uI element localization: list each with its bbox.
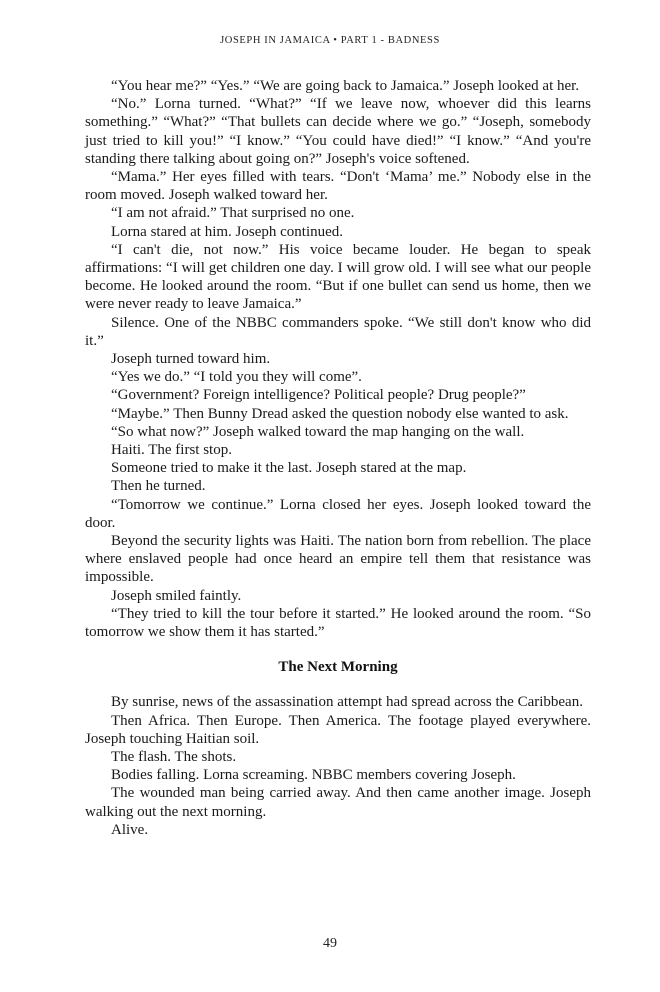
paragraph: By sunrise, news of the assassination attempt had spread across the Caribbean. <box>111 694 583 711</box>
paragraph: Silence. One of the NBBC commanders spoke. “We still don't know who did it.” <box>85 314 591 349</box>
paragraph: “Yes we do.” “I told you they will come”. <box>111 369 362 386</box>
body-text <box>85 77 591 839</box>
paragraph: Lorna stared at him. Joseph continued. <box>111 223 344 240</box>
paragraph: Then Africa. Then Europe. Then America. The footage played everywhere. Joseph touching Haitian soil. <box>85 712 591 747</box>
paragraph: Haiti. The first stop. <box>111 442 232 459</box>
section-two <box>85 693 591 839</box>
paragraph: “So what now?” Joseph walked toward the map hanging on the wall. <box>111 423 525 440</box>
paragraph: Joseph smiled faintly. <box>111 587 242 604</box>
section-heading: The Next Morning <box>278 659 398 676</box>
paragraph: Bodies falling. Lorna screaming. NBBC members covering Joseph. <box>111 767 516 784</box>
paragraph: “Government? Foreign intelligence? Political people? Drug people?” <box>111 387 526 404</box>
paragraph: Someone tried to make it the last. Joseph stared at the map. <box>111 460 467 477</box>
paragraph: “You hear me?” “Yes.” “We are going back to Jamaica.” Joseph looked at her. <box>111 78 580 94</box>
paragraph: “I am not afraid.” That surprised no one. <box>111 205 355 222</box>
paragraph: “Maybe.” Then Bunny Dread asked the question nobody else wanted to ask. <box>111 405 569 422</box>
paragraph: “Mama.” Her eyes filled with tears. “Don't ‘Mama’ me.” Nobody else in the room moved. Joseph walked toward her. <box>85 169 591 204</box>
running-head: JOSEPH IN JAMAICA • PART 1 - BADNESS <box>220 35 440 46</box>
paragraph: “They tried to kill the tour before it started.” He looked around the room. “So tomorrow we show them it has started.” <box>85 605 591 641</box>
paragraph: “I can't die, not now.” His voice became louder. He began to speak affirmations: “I will get children one day. I will grow old. I will see what our people become. He looked around the room. “But if one bullet can send us home, then we were never ready to leave Jamaica.” <box>85 241 591 313</box>
paragraph: “Tomorrow we continue.” Lorna closed her eyes. Joseph looked toward the door. <box>85 496 591 531</box>
paragraph: The flash. The shots. <box>111 748 237 765</box>
paragraph: Beyond the security lights was Haiti. The nation born from rebellion. The place where enslaved people had once heard an empire tell them that resistance was impossible. <box>85 533 591 586</box>
paragraph: Then he turned. <box>111 478 206 495</box>
section-one <box>85 77 591 641</box>
paragraph: “No.” Lorna turned. “What?” “If we leave now, whoever did this learns something.” “What?” “That bullets can decide where we go.” “Joseph, somebody just tried to kill you!” “I know.” “You could have died!” “I know.” “And you're standing there talking about going on?” Joseph's voice softened. <box>85 96 591 167</box>
paragraph: Alive. <box>111 821 149 838</box>
paragraph: Joseph turned toward him. <box>111 351 271 368</box>
page-number: 49 <box>323 936 337 951</box>
paragraph: The wounded man being carried away. And then came another image. Joseph walking out the next morning. <box>85 785 591 820</box>
